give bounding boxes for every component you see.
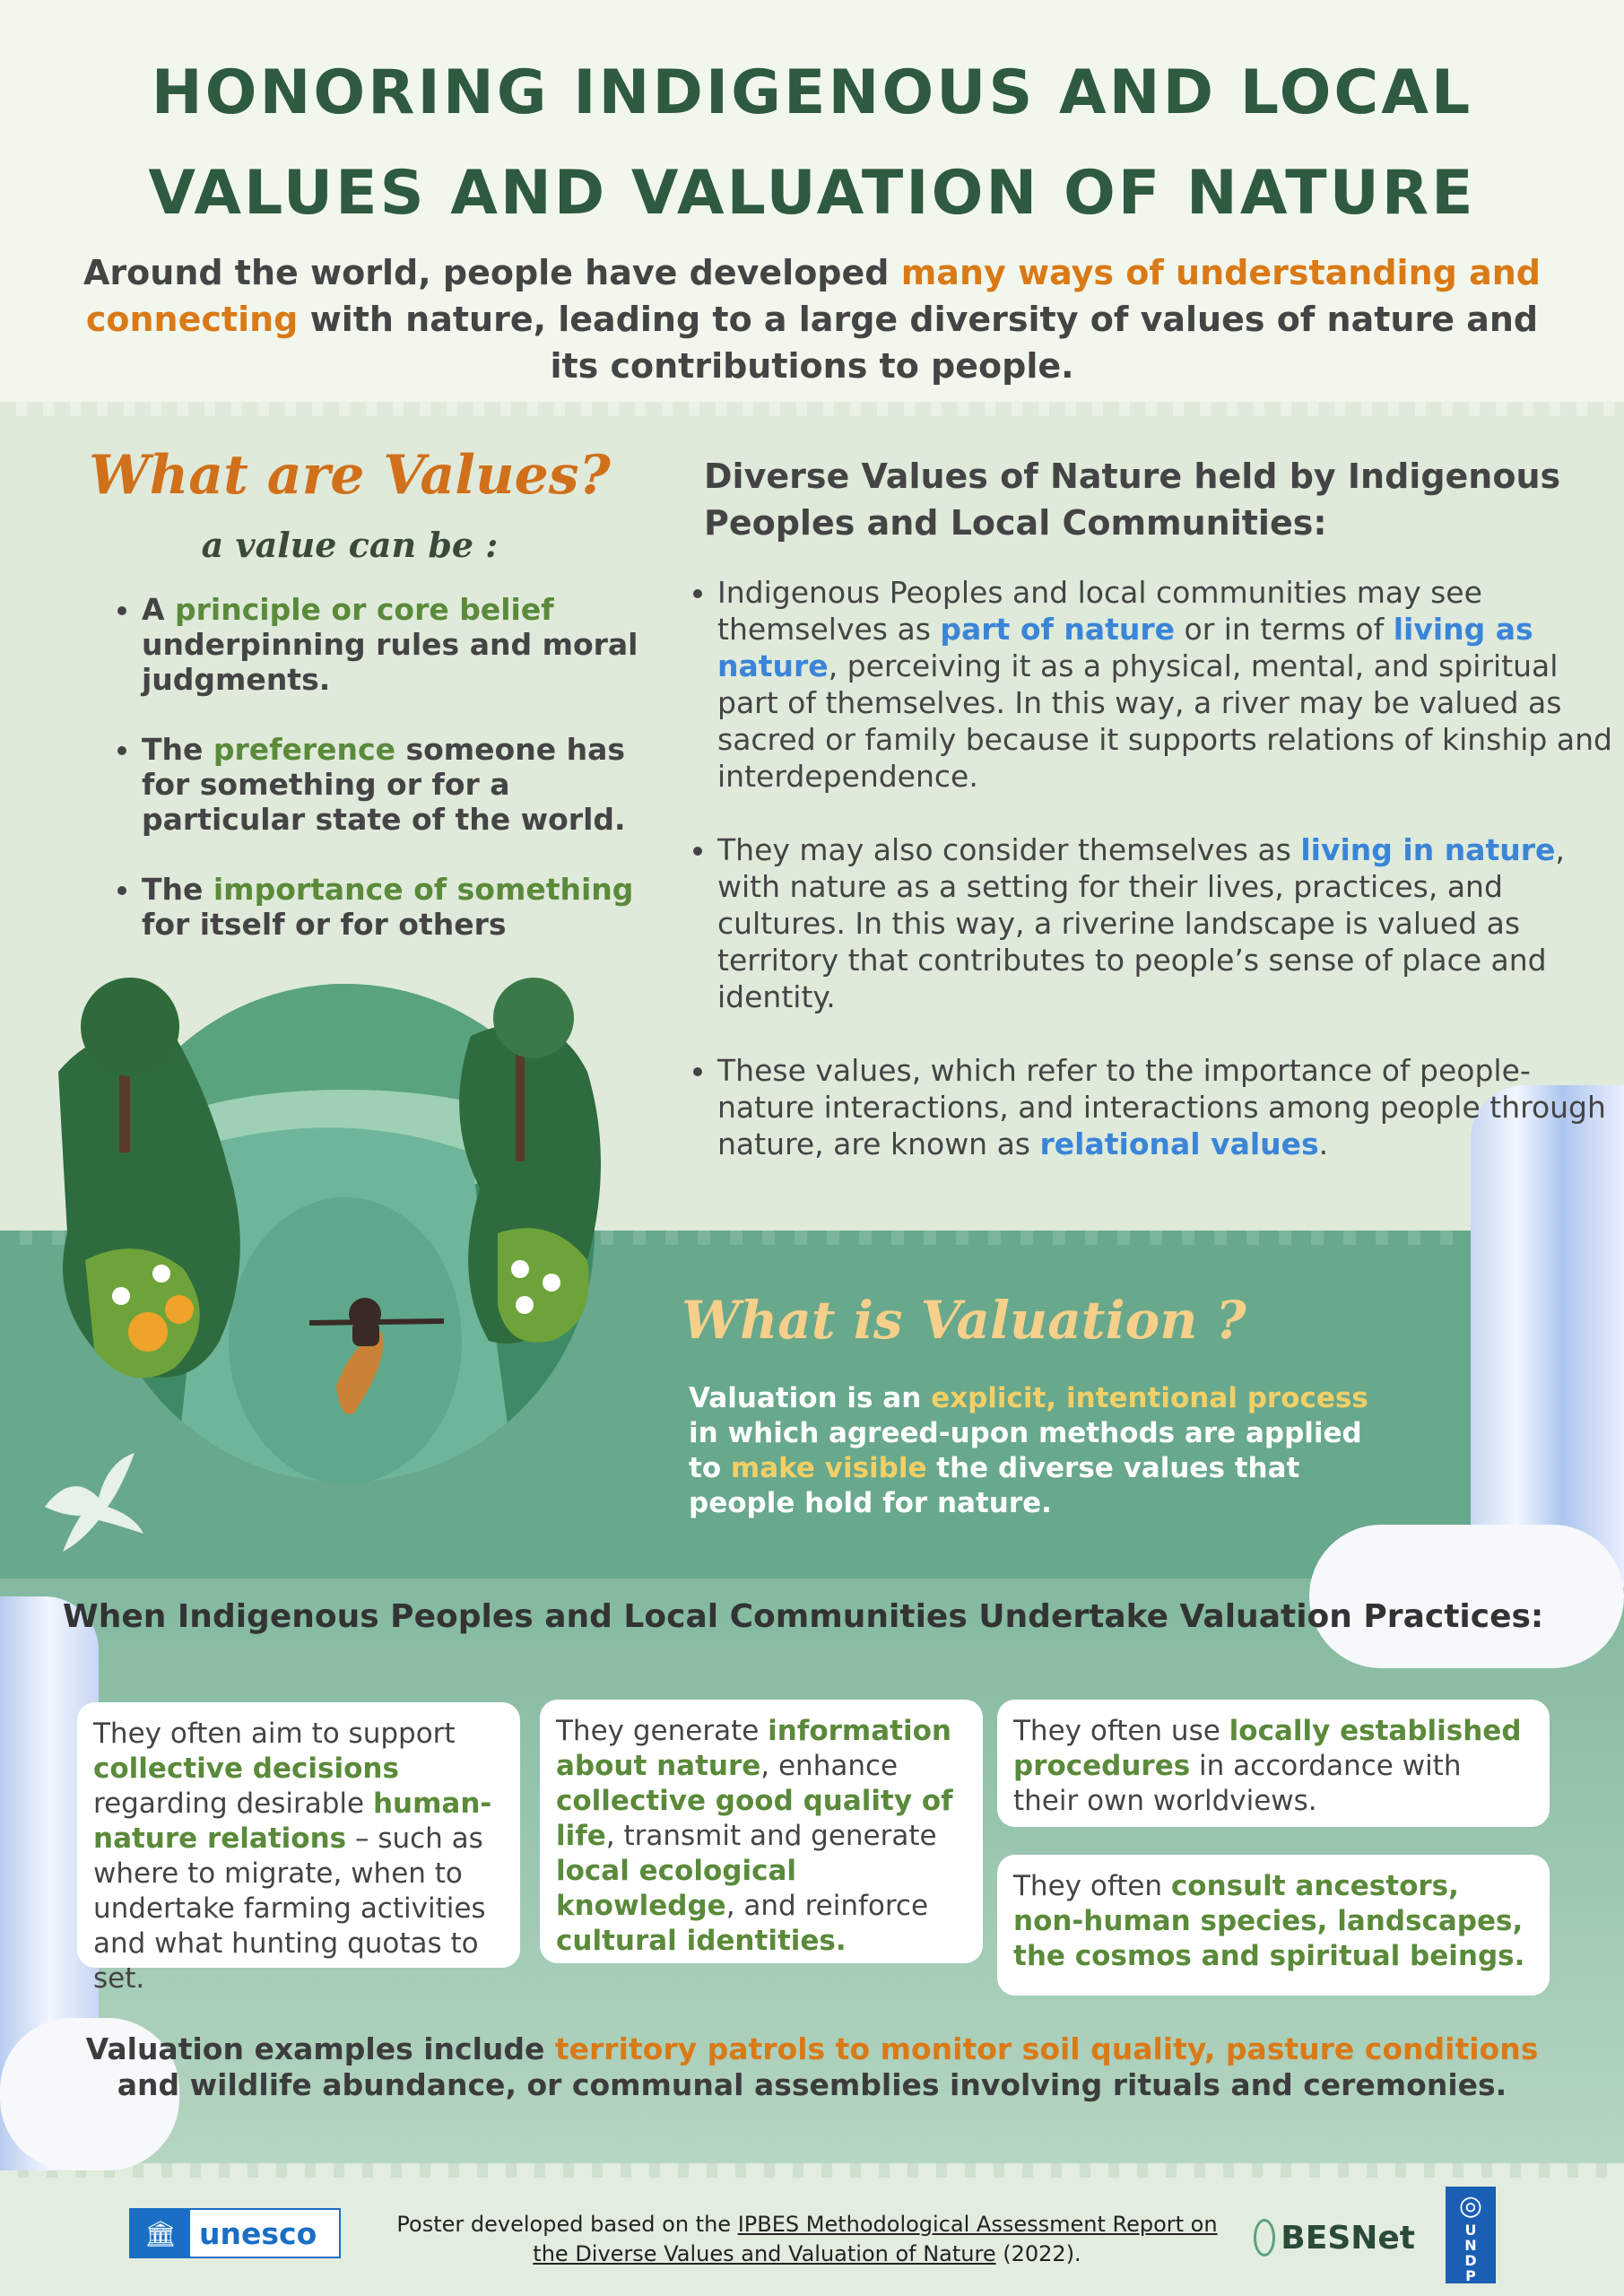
unesco-logo <box>129 2208 341 2258</box>
values-list <box>106 592 644 977</box>
besnet-logo <box>1254 2215 1415 2260</box>
torn-edge <box>0 2163 1624 2178</box>
card-text: They often <box>1013 1870 1171 1902</box>
card-text: They often use <box>1013 1715 1229 1747</box>
globe-icon: ◎ <box>1458 2190 1483 2222</box>
values-subheading: a value can be : <box>201 525 499 565</box>
orange-flower <box>128 1312 168 1352</box>
item-text: The <box>142 732 213 767</box>
undp-letter: U <box>1464 2222 1477 2239</box>
item-highlight: preference <box>213 732 395 767</box>
text-part: the diverse values that people hold for nature. <box>689 1452 1300 1519</box>
white-flower <box>152 1265 170 1283</box>
text-part: in which agreed-upon methods are applied to <box>689 1417 1362 1484</box>
list-item <box>142 872 644 942</box>
report-link[interactable]: IPBES Methodological Assessment Report on the Diverse Values and Valuation of Nature <box>533 2212 1218 2266</box>
card-highlight: collective decisions <box>93 1752 399 1785</box>
item-text: , with nature as a setting for their lives, practices, and cultures. In this way, a riverine landscape is valued as territory that contributes to people’s sense of place and identity. <box>717 832 1565 1014</box>
intro-part: with nature, leading to a large diversity of values of nature and its contributions to people. <box>298 300 1539 386</box>
practice-card <box>540 1700 983 1963</box>
poster-title: HONORING INDIGENOUS AND LOCAL VALUES AND VALUATION OF NATURE <box>148 57 1476 229</box>
practice-card <box>997 1855 1550 1996</box>
card-text: , transmit and generate <box>605 1820 937 1852</box>
values-heading: What are Values? <box>89 444 611 507</box>
undp-letter: D <box>1464 2252 1477 2269</box>
item-highlight: living as nature <box>717 612 1533 683</box>
card-text: – such as where to migrate, when to undertake farming activities and what hunting quotas to set. <box>93 1822 486 1995</box>
card-highlight: consult ancestors, non-human species, landscapes, the cosmos and spiritual beings. <box>1013 1870 1525 1972</box>
undp-logo <box>1446 2187 1496 2283</box>
card-text: They generate <box>556 1715 769 1747</box>
white-flower <box>543 1274 560 1292</box>
item-text: underpinning rules and moral judgments. <box>142 627 638 697</box>
river-landscape-illustration <box>49 964 623 1484</box>
valuation-text <box>689 1381 1379 1521</box>
intro-part: Around the world, people have developed <box>83 253 901 292</box>
text-highlight: make visible <box>730 1452 927 1484</box>
card-highlight: information about nature <box>556 1715 951 1782</box>
item-highlight: principle or core belief <box>175 592 554 627</box>
text-highlight: territory patrols to monitor soil quality, pasture conditions <box>554 2031 1539 2066</box>
unesco-wordmark: unesco <box>199 2215 317 2251</box>
torn-edge <box>0 402 1624 416</box>
item-highlight: importance of something <box>213 872 634 907</box>
intro-text <box>72 249 1552 389</box>
credit-text: (2022). <box>995 2241 1081 2266</box>
item-text: They may also consider themselves as <box>717 832 1301 867</box>
white-flower <box>516 1296 534 1314</box>
card-highlight: locally established procedures <box>1013 1715 1522 1782</box>
cloud-illustration <box>1309 1525 1624 1668</box>
item-highlight: living in nature <box>1300 832 1556 867</box>
intro-highlight: many ways of understanding and connecting <box>85 253 1541 339</box>
tree-canopy <box>493 978 574 1058</box>
item-text: someone has for something or for a particular state of the world. <box>142 732 626 837</box>
text-part: Valuation examples include <box>85 2031 555 2066</box>
practice-card <box>77 1702 520 1995</box>
footer-credit <box>395 2210 1220 2269</box>
item-text: or in terms of <box>1175 612 1394 647</box>
valuation-heading: What is Valuation ? <box>682 1290 1246 1351</box>
list-item <box>717 831 1614 1015</box>
item-text: . <box>1318 1126 1329 1161</box>
diverse-values-list <box>682 574 1614 1199</box>
text-part: Valuation is an <box>689 1382 932 1414</box>
item-text: , perceiving it as a physical, mental, and spiritual part of themselves. In this way, a river may be valued as sacred or family because it supports relations of kinship and interdependence. <box>717 648 1612 794</box>
diverse-values-title: Diverse Values of Nature held by Indigenous Peoples and Local Communities: <box>704 457 1561 543</box>
credit-text: Poster developed based on the <box>396 2212 738 2237</box>
card-highlight: collective good quality of life <box>556 1785 953 1852</box>
item-text: These values, which refer to the importance of people-nature interactions, and interactions among people through nature, are known as <box>717 1053 1606 1161</box>
white-flower <box>511 1260 529 1278</box>
practice-card <box>997 1700 1550 1827</box>
card-highlight: human-nature relations <box>93 1787 492 1855</box>
card-highlight: cultural identities. <box>556 1925 847 1957</box>
card-text: They often aim to support <box>93 1718 456 1750</box>
list-item <box>142 592 644 697</box>
undp-letter: P <box>1465 2267 1476 2284</box>
list-item <box>717 1052 1614 1162</box>
card-text: , enhance <box>760 1750 899 1782</box>
besnet-wordmark: BESNet <box>1281 2219 1415 2257</box>
white-flower <box>112 1287 130 1305</box>
item-text: for itself or for others <box>142 907 507 942</box>
bird-icon <box>36 1444 152 1561</box>
list-item <box>717 574 1614 795</box>
item-text: The <box>142 872 213 907</box>
paddle <box>309 1321 444 1323</box>
practices-title: When Indigenous Peoples and Local Communities Undertake Valuation Practices: <box>63 1598 1544 1635</box>
card-text: regarding desirable <box>93 1787 373 1820</box>
item-text: A <box>142 592 176 627</box>
item-text: Indigenous Peoples and local communities may see themselves as <box>717 575 1482 647</box>
card-text: , and reinforce <box>725 1890 929 1922</box>
card-text: in accordance with their own worldviews. <box>1013 1750 1462 1817</box>
text-highlight: explicit, intentional process <box>931 1382 1368 1414</box>
item-highlight: relational values <box>1039 1126 1319 1161</box>
leaf-icon <box>1254 2219 1275 2257</box>
item-highlight: part of nature <box>940 612 1176 647</box>
card-highlight: local ecological knowledge <box>556 1855 796 1922</box>
text-part: and wildlife abundance, or communal assemblies involving rituals and ceremonies. <box>117 2067 1507 2102</box>
orange-flower <box>165 1295 194 1324</box>
undp-letter: N <box>1464 2237 1477 2254</box>
valuation-examples <box>72 2031 1552 2103</box>
list-item <box>142 732 644 837</box>
temple-icon: 🏛 <box>131 2210 190 2257</box>
tree-canopy <box>81 978 179 1076</box>
